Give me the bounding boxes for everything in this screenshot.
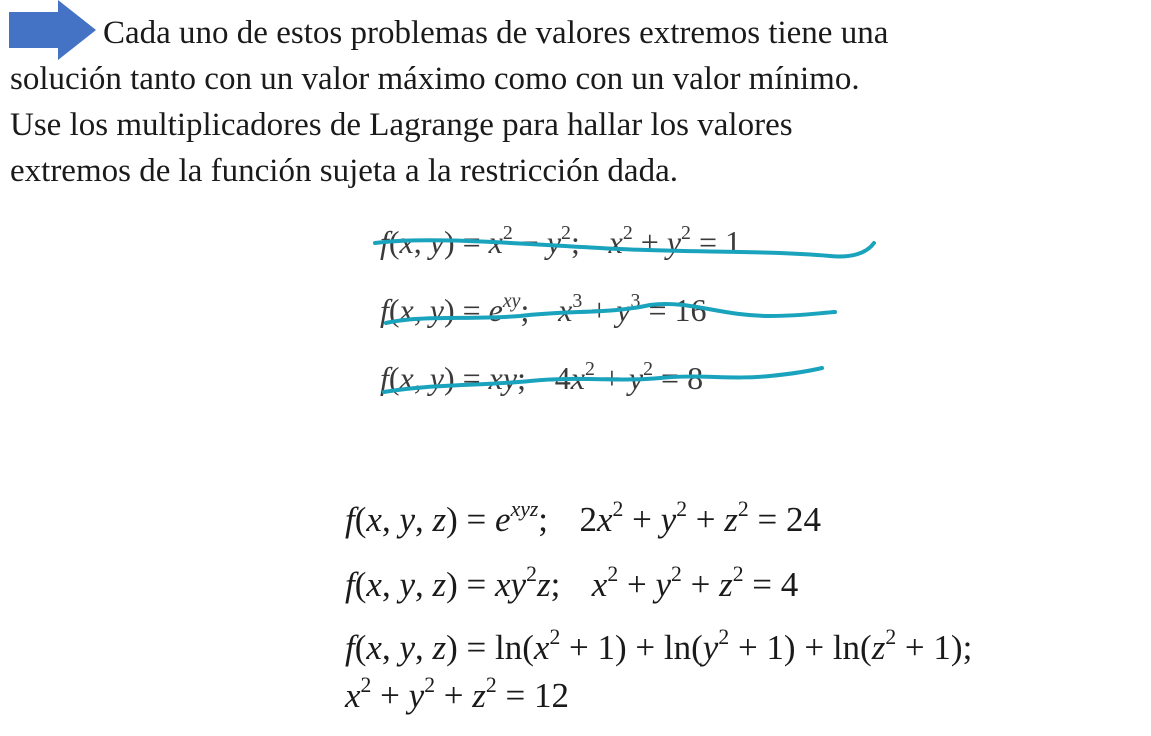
struck-problem-3 [380, 360, 703, 397]
problem-3-constraint: $x^2 + y^2 + z^2 = 12$ [345, 672, 569, 715]
struck-problem-3-function: f(x, y) = xy; [380, 360, 526, 396]
instructions-line-1: Cada uno de estos problemas de valores extremos tiene una [103, 15, 889, 51]
struck-problem-1-constraint: $x^2 + y^2 = 1$ [608, 222, 741, 260]
problem-2-function: f(x, y, $z) = xy^2z$; [345, 561, 561, 604]
struck-problem-2-function: f(x, $y) = e^{xy}$; [380, 290, 530, 328]
struck-problem-3-constraint: $4x^2 + y^2 = 8$ [554, 358, 704, 396]
problem-2 [345, 561, 799, 605]
instructions-paragraph [10, 10, 1010, 194]
problem-1-function: f(x, y, $z) = e^{xyz}$; [345, 496, 548, 539]
problem-1 [345, 496, 821, 540]
struck-problem-2-constraint: $x^3 + y^3 = 16$ [558, 290, 707, 328]
problem-2-constraint: $x^2 + y^2 + z^2 = 4$ [591, 561, 799, 604]
struck-problem-1 [380, 224, 741, 261]
instructions-line-3: Use los multiplicadores de Lagrange para hallar los valores [10, 107, 793, 143]
problem-1-constraint: $2x^2 + y^2 + z^2 = 24$ [579, 496, 821, 539]
problem-3-function: f(x, y, $z) = \ln(x^2 + 1) + \ln(y^2 + 1) + \ln(z^2 + 1)$; [345, 624, 973, 667]
instructions-line-4: extremos de la función sujeta a la restricción dada. [10, 153, 678, 189]
instructions-line-2: solución tanto con un valor máximo como con un valor mínimo. [10, 61, 860, 97]
struck-problem-1-function: f(x, $y) = x^2 - y^2$; [380, 222, 580, 260]
struck-problem-2 [380, 292, 707, 329]
